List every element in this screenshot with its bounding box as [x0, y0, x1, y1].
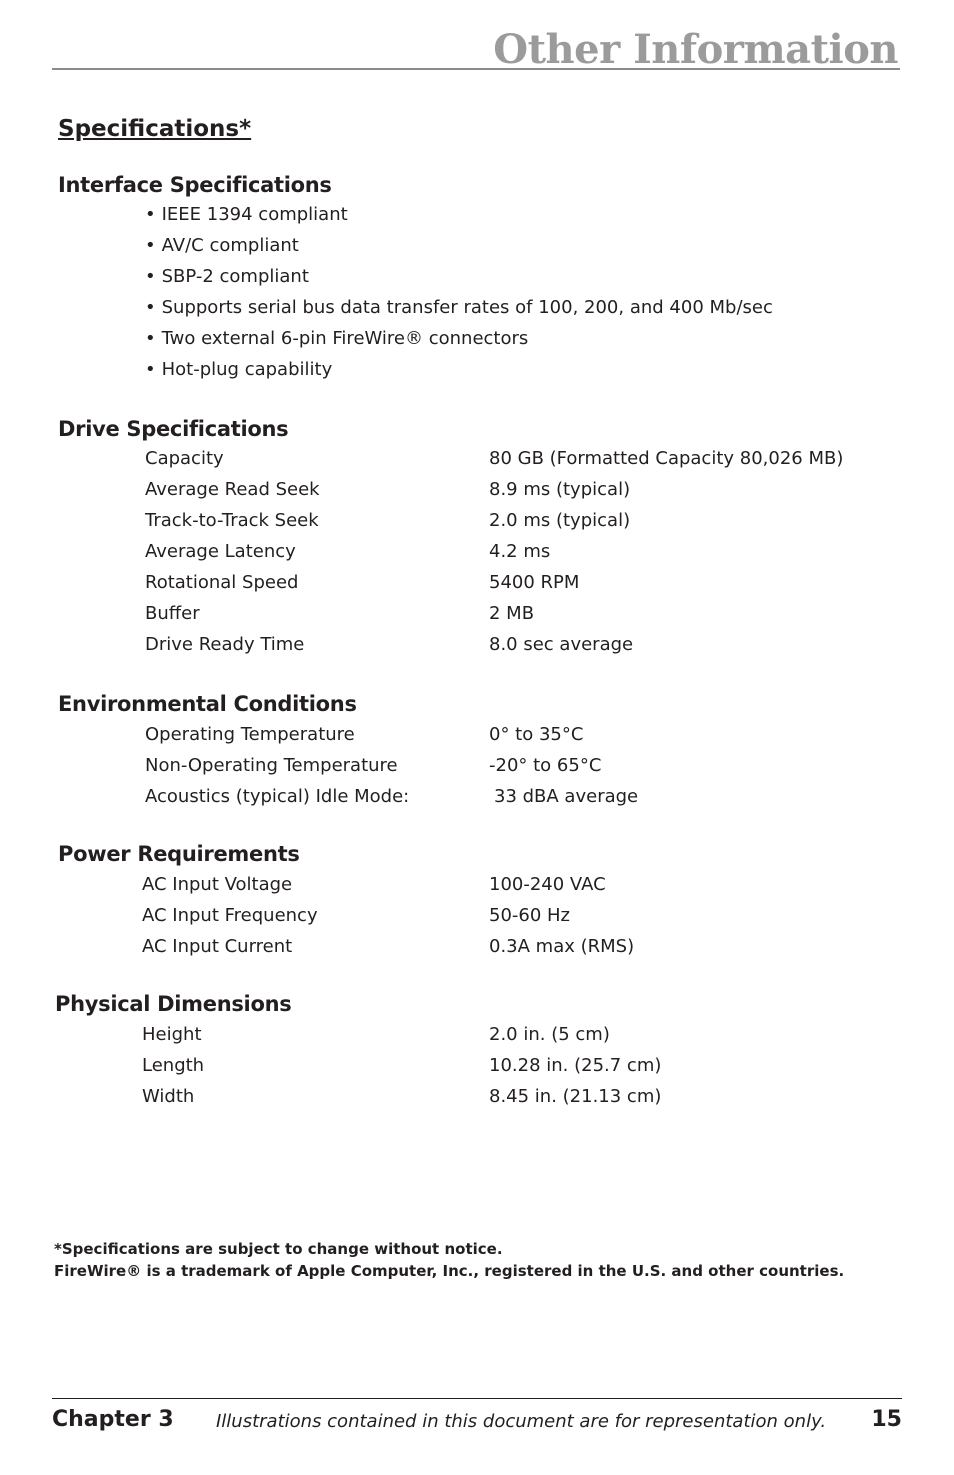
spec-label: Average Read Seek	[145, 479, 320, 500]
spec-label: Rotational Speed	[145, 572, 299, 593]
spec-value: 100-240 VAC	[489, 874, 606, 895]
spec-value: 2.0 in. (5 cm)	[489, 1024, 610, 1045]
chapter-label: Chapter 3	[52, 1407, 174, 1432]
list-item-text: IEEE 1394 compliant	[161, 204, 348, 225]
footer-divider	[52, 1398, 902, 1399]
spec-value: -20° to 65°C	[489, 755, 602, 776]
spec-label: Width	[142, 1086, 195, 1107]
table-row	[145, 785, 865, 816]
drive-specifications-table	[145, 447, 865, 664]
physical-dimensions-table	[142, 1023, 862, 1116]
table-row	[142, 1085, 862, 1116]
drive-specifications-heading: Drive Specifications	[58, 417, 289, 441]
spec-label: Capacity	[145, 448, 224, 469]
table-row	[145, 571, 865, 602]
bullet-glyph: •	[145, 235, 156, 256]
table-row	[145, 478, 865, 509]
bullet-glyph: •	[145, 266, 156, 287]
spec-label: AC Input Frequency	[142, 905, 318, 926]
spec-value: 4.2 ms	[489, 541, 551, 562]
spec-value: 8.9 ms (typical)	[489, 479, 631, 500]
table-row	[145, 447, 865, 478]
spec-label: Drive Ready Time	[145, 634, 305, 655]
list-item	[145, 327, 773, 358]
bullet-glyph: •	[145, 297, 156, 318]
table-row	[145, 509, 865, 540]
page-number: 15	[871, 1407, 902, 1432]
table-row	[142, 935, 862, 966]
specifications-heading: Specifications*	[58, 116, 252, 142]
table-row	[145, 754, 865, 785]
spec-label: Height	[142, 1024, 202, 1045]
bullet-glyph: •	[145, 328, 156, 349]
spec-label: Buffer	[145, 603, 200, 624]
table-row	[142, 873, 862, 904]
table-row	[145, 723, 865, 754]
spec-value: 10.28 in. (25.7 cm)	[489, 1055, 662, 1076]
spec-label: Non-Operating Temperature	[145, 755, 398, 776]
list-item-text: Supports serial bus data transfer rates of 100, 200, and 400 Mb/sec	[161, 297, 773, 318]
list-item-text: Hot-plug capability	[161, 359, 333, 380]
spec-label: Average Latency	[145, 541, 296, 562]
interface-bullet-list	[145, 203, 773, 389]
spec-value: 50-60 Hz	[489, 905, 571, 926]
bullet-glyph: •	[145, 359, 156, 380]
title-divider	[52, 68, 900, 70]
trademark-notice: FireWire® is a trademark of Apple Computer, Inc., registered in the U.S. and other countries.	[54, 1262, 845, 1280]
specifications-notice: *Specifications are subject to change without notice.	[54, 1240, 503, 1258]
representation-disclaimer: Illustrations contained in this document are for representation only.	[216, 1411, 827, 1432]
list-item-text: SBP-2 compliant	[161, 266, 309, 287]
environmental-conditions-heading: Environmental Conditions	[58, 692, 357, 716]
bullet-glyph: •	[145, 204, 156, 225]
table-row	[145, 540, 865, 571]
list-item	[145, 203, 773, 234]
table-row	[142, 1023, 862, 1054]
spec-value: 0° to 35°C	[489, 724, 584, 745]
list-item-text: AV/C compliant	[161, 235, 299, 256]
spec-label: Operating Temperature	[145, 724, 355, 745]
list-item	[145, 296, 773, 327]
physical-dimensions-heading: Physical Dimensions	[55, 992, 292, 1016]
spec-label: AC Input Current	[142, 936, 293, 957]
list-item	[145, 358, 773, 389]
list-item	[145, 234, 773, 265]
table-row	[142, 1054, 862, 1085]
spec-label: Track-to-Track Seek	[145, 510, 319, 531]
spec-value: 2 MB	[489, 603, 535, 624]
page-title: Other Information	[493, 26, 898, 73]
spec-value: 5400 RPM	[489, 572, 580, 593]
interface-specifications-heading: Interface Specifications	[58, 173, 332, 197]
list-item	[145, 265, 773, 296]
power-requirements-table	[142, 873, 862, 966]
spec-label: Acoustics (typical) Idle Mode:	[145, 786, 410, 807]
list-item-text: Two external 6-pin FireWire® connectors	[161, 328, 529, 349]
table-row	[142, 904, 862, 935]
table-row	[145, 633, 865, 664]
spec-value: 80 GB (Formatted Capacity 80,026 MB)	[489, 448, 844, 469]
power-requirements-heading: Power Requirements	[58, 842, 300, 866]
spec-value: 2.0 ms (typical)	[489, 510, 631, 531]
spec-value: 33 dBA average	[494, 786, 639, 807]
spec-value: 8.0 sec average	[489, 634, 634, 655]
spec-label: Length	[142, 1055, 205, 1076]
spec-value: 8.45 in. (21.13 cm)	[489, 1086, 662, 1107]
environmental-conditions-table	[145, 723, 865, 816]
table-row	[145, 602, 865, 633]
spec-value: 0.3A max (RMS)	[489, 936, 635, 957]
spec-label: AC Input Voltage	[142, 874, 293, 895]
